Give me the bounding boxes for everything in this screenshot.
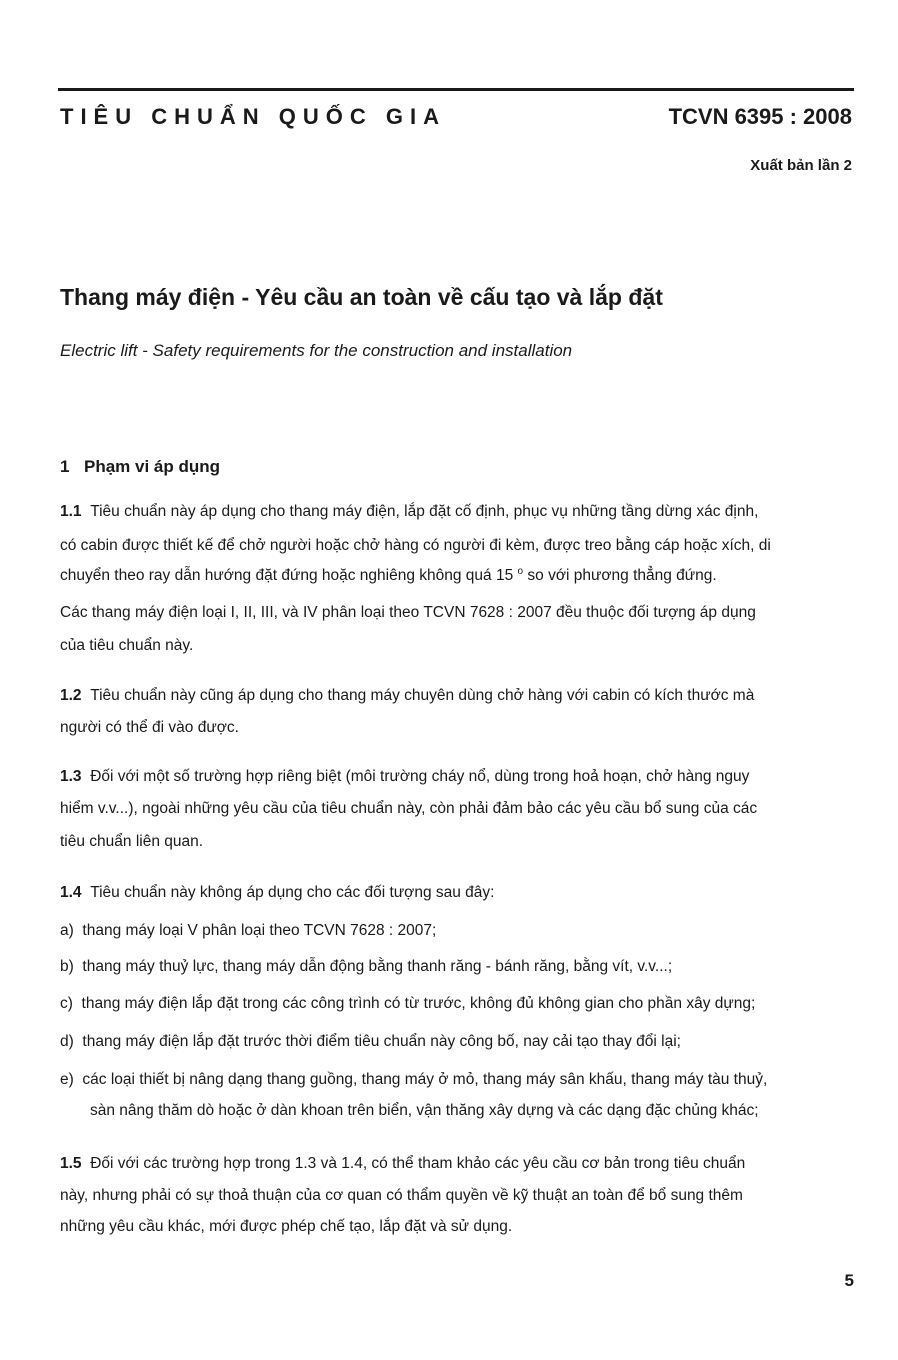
clause-text: Đối với một số trường hợp riêng biệt (môi trường cháy nổ, dùng trong hoả hoạn, chở hàng nguy <box>90 768 750 785</box>
document-title-vi: Thang máy điện - Yêu cầu an toàn về cấu tạo và lắp đặt <box>60 284 663 310</box>
list-item-e <box>60 1071 767 1089</box>
clause-text: Tiêu chuẩn này không áp dụng cho các đối tượng sau đây: <box>90 884 495 901</box>
page-number: 5 <box>844 1271 854 1290</box>
clause-text: chuyển theo ray dẫn hướng đặt đứng hoặc nghiêng không quá 15 <box>60 567 514 585</box>
clause-text: so với phương thẳng đứng. <box>527 567 717 585</box>
list-item-c <box>60 995 755 1013</box>
list-item-text: các loại thiết bị nâng dạng thang guồng, thang máy ở mỏ, thang máy sân khấu, thang máy tàu thuỷ, <box>82 1071 768 1088</box>
list-item-label: a) <box>60 922 74 939</box>
clause-1-3-line-3: tiêu chuẩn liên quan. <box>60 833 204 850</box>
clause-1-4-intro <box>60 884 494 902</box>
standard-label: TIÊU CHUẨN QUỐC GIA <box>60 104 446 129</box>
list-item-text: thang máy loại V phân loại theo TCVN 7628 : 2007; <box>82 922 437 939</box>
clause-1-2-line-2: người có thể đi vào được. <box>60 719 239 736</box>
clause-text: Tiêu chuẩn này cũng áp dụng cho thang máy chuyên dùng chở hàng với cabin có kích thước mà <box>90 687 755 704</box>
clause-1-1-line-1 <box>60 503 758 521</box>
list-item-text: thang máy thuỷ lực, thang máy dẫn động bằng thanh răng - bánh răng, bằng vít, v.v...; <box>82 958 673 975</box>
header-rule <box>58 88 854 91</box>
list-item-label: b) <box>60 958 74 975</box>
clause-1-3-line-2: hiểm v.v...), ngoài những yêu cầu của tiêu chuẩn này, còn phải đảm bảo các yêu cầu bổ sung của các <box>60 800 758 817</box>
section-heading <box>60 457 220 477</box>
clause-number: 1.4 <box>60 884 82 901</box>
clause-text: Đối với các trường hợp trong 1.3 và 1.4, có thể tham khảo các yêu cầu cơ bản trong tiêu chuẩn <box>90 1155 746 1172</box>
clause-1-5-line-3: những yêu cầu khác, mới được phép chế tạo, lắp đặt và sử dụng. <box>60 1218 513 1235</box>
clause-number: 1.2 <box>60 687 82 704</box>
clause-1-1-line-2: có cabin được thiết kế để chở người hoặc chở hàng có người đi kèm, được treo bằng cáp hoặc xích, di <box>60 537 771 554</box>
list-item-b <box>60 958 672 976</box>
standard-code: TCVN 6395 : 2008 <box>668 104 852 129</box>
clause-1-1-line-4: Các thang máy điện loại I, II, III, và IV phân loại theo TCVN 7628 : 2007 đều thuộc đối tượng áp dụng <box>60 604 756 621</box>
section-number: 1 <box>60 457 70 476</box>
list-item-e-continuation: sàn nâng thăm dò hoặc ở dàn khoan trên biển, vận thăng xây dựng và các dạng đặc chủng khác; <box>90 1102 759 1119</box>
clause-1-1-line-5: của tiêu chuẩn này. <box>60 637 194 654</box>
clause-1-3-line-1 <box>60 768 749 786</box>
list-item-label: d) <box>60 1033 74 1050</box>
list-item-a <box>60 922 436 940</box>
list-item-text: thang máy điện lắp đặt trong các công trình có từ trước, không đủ không gian cho phần xây dựng; <box>81 995 756 1012</box>
list-item-d <box>60 1033 681 1051</box>
clause-text: Tiêu chuẩn này áp dụng cho thang máy điện, lắp đặt cố định, phục vụ những tầng dừng xác định, <box>90 503 759 520</box>
document-title-en: Electric lift - Safety requirements for the construction and installation <box>60 341 573 360</box>
clause-number: 1.3 <box>60 768 82 785</box>
clause-1-1-line-3 <box>60 566 717 585</box>
clause-1-5-line-2: này, nhưng phải có sự thoả thuận của cơ quan có thẩm quyền về kỹ thuật an toàn để bổ sung thêm <box>60 1187 743 1204</box>
clause-1-2-line-1 <box>60 687 754 705</box>
list-item-text: thang máy điện lắp đặt trước thời điểm tiêu chuẩn này công bố, nay cải tạo thay đổi lại; <box>82 1033 681 1050</box>
clause-number: 1.1 <box>60 503 82 520</box>
degree-symbol: o <box>517 566 524 577</box>
edition-label: Xuất bản lần 2 <box>750 157 852 174</box>
list-item-label: c) <box>60 995 73 1012</box>
clause-number: 1.5 <box>60 1155 82 1172</box>
section-title: Phạm vi áp dụng <box>84 457 221 476</box>
clause-1-5-line-1 <box>60 1155 745 1173</box>
list-item-label: e) <box>60 1071 74 1088</box>
